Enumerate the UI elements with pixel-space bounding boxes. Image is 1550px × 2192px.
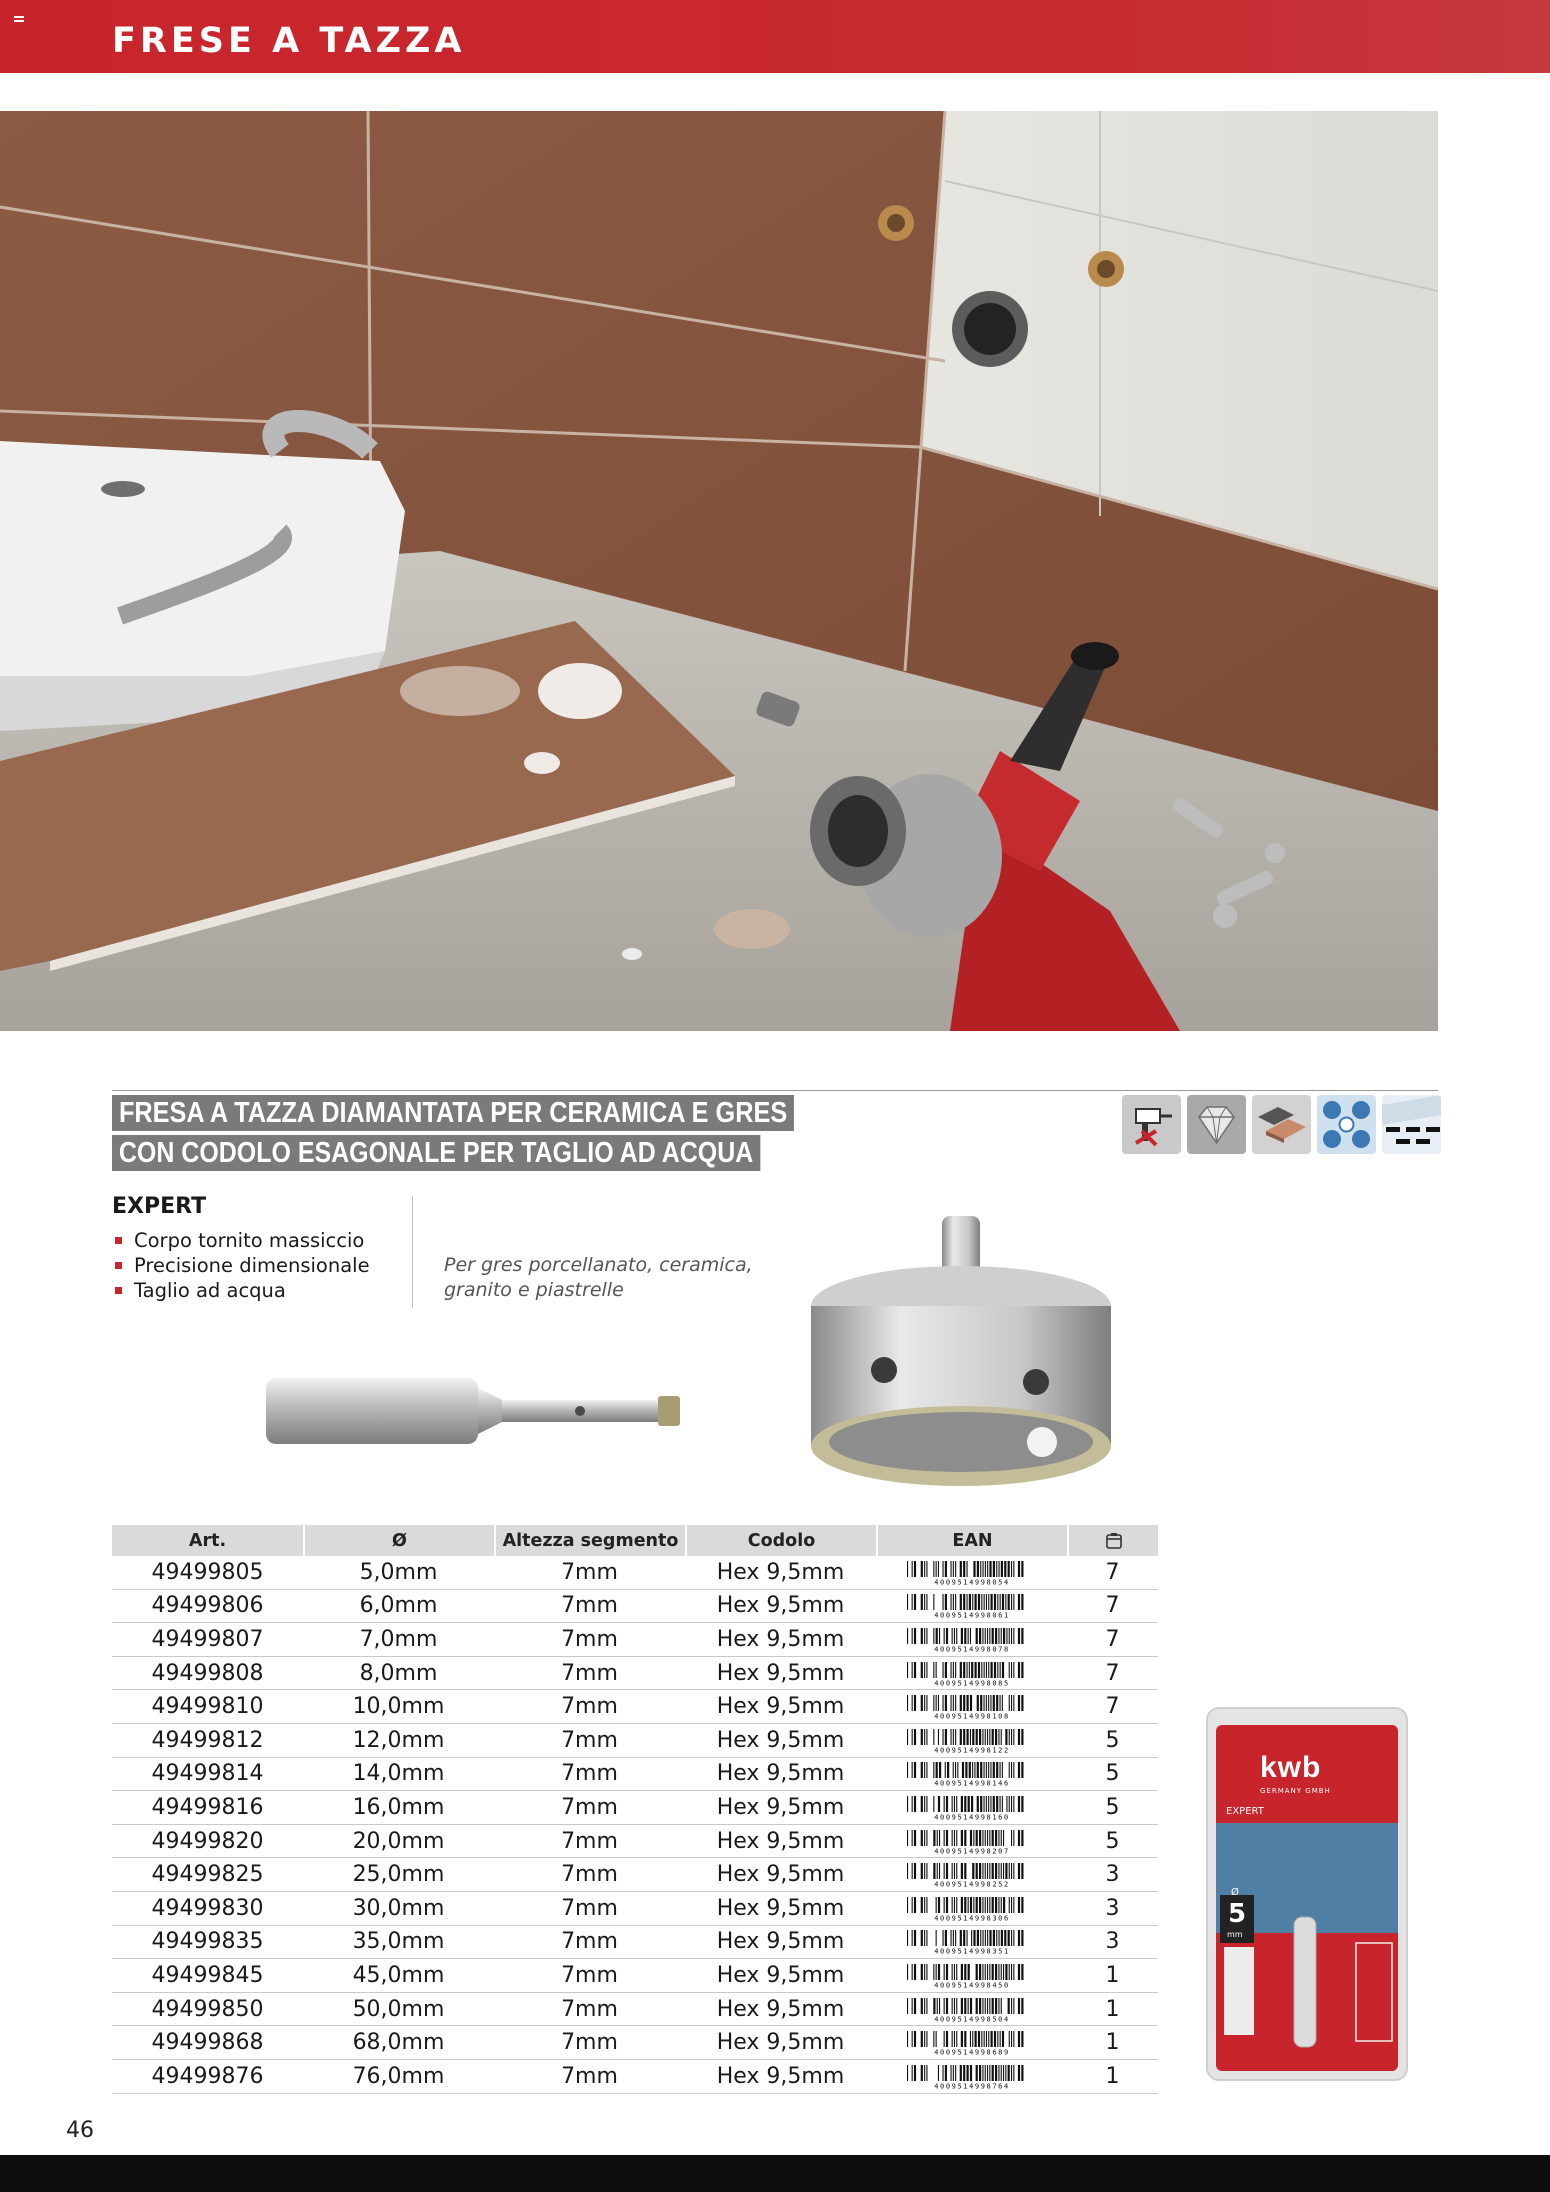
cell-art: 49499808: [112, 1657, 303, 1691]
cell-ean: [876, 1926, 1067, 1960]
cell-ean: [876, 1791, 1067, 1825]
ean-barcode: [906, 1695, 1038, 1719]
table-body: [112, 1556, 1158, 2094]
usage-line-1: Per gres porcellanato, ceramica,: [444, 1254, 753, 1276]
property-icons: [1122, 1095, 1441, 1154]
cell-art: 49499810: [112, 1690, 303, 1724]
diamond-icon: [1187, 1095, 1246, 1154]
cell-segment-height: 7mm: [494, 1892, 685, 1926]
cell-segment-height: 7mm: [494, 1657, 685, 1691]
cell-ean: [876, 1590, 1067, 1624]
cell-diameter: 76,0mm: [303, 2060, 494, 2094]
cell-diameter: 30,0mm: [303, 1892, 494, 1926]
cell-ean: [876, 1993, 1067, 2027]
column-header-diameter: Ø: [303, 1525, 494, 1556]
ean-digits: 4009514998108: [933, 1712, 1010, 1720]
cell-ean: [876, 1623, 1067, 1657]
column-divider: [412, 1196, 413, 1308]
package-icon: [1105, 1532, 1123, 1550]
column-header-ean: EAN: [876, 1525, 1067, 1556]
drill-with-water-icon: [1122, 1095, 1181, 1154]
ean-digits: 4009514998054: [933, 1578, 1010, 1585]
cell-pack-qty: 5: [1067, 1758, 1158, 1792]
ean-digits: 4009514998061: [933, 1611, 1010, 1619]
cell-pack-qty: 5: [1067, 1825, 1158, 1859]
ean-digits: 4009514998085: [933, 1679, 1010, 1686]
small-core-bit-image: [262, 1374, 682, 1450]
ean-digits: 4009514998764: [933, 2082, 1010, 2089]
package-size-value: 5: [1228, 1899, 1247, 1929]
tile-materials-icon: [1252, 1095, 1311, 1154]
cell-diameter: 16,0mm: [303, 1791, 494, 1825]
cell-shank: Hex 9,5mm: [685, 1959, 876, 1993]
cell-segment-height: 7mm: [494, 1590, 685, 1624]
cell-pack-qty: 1: [1067, 1959, 1158, 1993]
cell-art: 49499845: [112, 1959, 303, 1993]
cell-pack-qty: 1: [1067, 1993, 1158, 2027]
cell-art: 49499850: [112, 1993, 303, 2027]
table-row: [112, 1892, 1158, 1926]
table-row: [112, 1858, 1158, 1892]
ean-digits: 4009514998306: [933, 1914, 1010, 1921]
product-title-line-1: FRESA A TAZZA DIAMANTATA PER CERAMICA E GRES: [112, 1095, 794, 1131]
hero-photo: [0, 111, 1438, 1031]
large-core-bit-image: [800, 1210, 1124, 1493]
table-row: [112, 2060, 1158, 2094]
table-row: [112, 1825, 1158, 1859]
section-divider: [112, 1090, 1438, 1091]
ean-barcode: [906, 1998, 1038, 2022]
package-brand: kwb: [1260, 1751, 1322, 1784]
column-header-art: Art.: [112, 1525, 303, 1556]
cell-pack-qty: 7: [1067, 1556, 1158, 1590]
ean-digits: 4009514998207: [933, 1847, 1010, 1854]
cell-ean: [876, 1858, 1067, 1892]
cell-segment-height: 7mm: [494, 1724, 685, 1758]
ean-barcode: [906, 1897, 1038, 1921]
ean-barcode: [906, 1561, 1038, 1585]
column-header-pack-qty: [1067, 1525, 1158, 1556]
cell-art: 49499805: [112, 1556, 303, 1590]
cell-ean: [876, 1690, 1067, 1724]
ean-digits: 4009514998146: [933, 1779, 1010, 1787]
cell-shank: Hex 9,5mm: [685, 2026, 876, 2060]
table-row: [112, 1724, 1158, 1758]
cell-shank: Hex 9,5mm: [685, 1993, 876, 2027]
ean-digits: 4009514998504: [933, 2015, 1010, 2022]
cell-art: 49499876: [112, 2060, 303, 2094]
ean-digits: 4009514998078: [933, 1645, 1010, 1652]
cell-art: 49499816: [112, 1791, 303, 1825]
cell-shank: Hex 9,5mm: [685, 1926, 876, 1960]
cell-pack-qty: 3: [1067, 1926, 1158, 1960]
cell-ean: [876, 1657, 1067, 1691]
cell-art: 49499820: [112, 1825, 303, 1859]
cell-segment-height: 7mm: [494, 1825, 685, 1859]
cell-segment-height: 7mm: [494, 1926, 685, 1960]
ean-digits: 4009514998122: [933, 1746, 1010, 1753]
ean-barcode: [906, 1628, 1038, 1652]
cell-ean: [876, 1959, 1067, 1993]
cell-art: 49499807: [112, 1623, 303, 1657]
cell-segment-height: 7mm: [494, 1858, 685, 1892]
cell-pack-qty: 5: [1067, 1791, 1158, 1825]
cell-ean: [876, 1724, 1067, 1758]
column-header-shank: Codolo: [685, 1525, 876, 1556]
cell-segment-height: 7mm: [494, 1791, 685, 1825]
cell-diameter: 35,0mm: [303, 1926, 494, 1960]
cell-ean: [876, 2060, 1067, 2094]
cell-shank: Hex 9,5mm: [685, 1825, 876, 1859]
cell-segment-height: 7mm: [494, 2026, 685, 2060]
cell-segment-height: 7mm: [494, 1758, 685, 1792]
cell-diameter: 50,0mm: [303, 1993, 494, 2027]
spec-table: [112, 1525, 1158, 2094]
table-header-row: [112, 1525, 1158, 1556]
cell-segment-height: 7mm: [494, 1556, 685, 1590]
feature-list: [112, 1228, 370, 1303]
usage-line-2: granito e piastrelle: [444, 1279, 624, 1301]
page-number: 46: [66, 2118, 94, 2143]
cell-shank: Hex 9,5mm: [685, 1590, 876, 1624]
table-row: [112, 1690, 1158, 1724]
footer-bar: [0, 2155, 1550, 2192]
ean-digits: 4009514998450: [933, 1981, 1010, 1988]
cell-shank: Hex 9,5mm: [685, 1791, 876, 1825]
cell-diameter: 5,0mm: [303, 1556, 494, 1590]
cell-ean: [876, 1892, 1067, 1926]
cell-diameter: 8,0mm: [303, 1657, 494, 1691]
cell-segment-height: 7mm: [494, 1959, 685, 1993]
product-line-label: EXPERT: [112, 1194, 207, 1219]
table-row: [112, 1657, 1158, 1691]
cell-pack-qty: 1: [1067, 2060, 1158, 2094]
ean-barcode: [906, 2031, 1038, 2055]
ean-barcode: [906, 1662, 1038, 1686]
usage-note: [444, 1253, 774, 1303]
cell-art: 49499830: [112, 1892, 303, 1926]
cell-ean: [876, 1825, 1067, 1859]
cell-ean: [876, 2026, 1067, 2060]
feature-item: Taglio ad acqua: [112, 1278, 370, 1303]
cell-pack-qty: 3: [1067, 1892, 1158, 1926]
cell-diameter: 68,0mm: [303, 2026, 494, 2060]
cell-pack-qty: 7: [1067, 1657, 1158, 1691]
page-title: FRESE A TAZZA: [112, 21, 466, 61]
wall-tile-icon: [1382, 1095, 1441, 1154]
ean-digits: 4009514998351: [933, 1947, 1010, 1955]
cell-ean: [876, 1758, 1067, 1792]
cell-shank: Hex 9,5mm: [685, 1892, 876, 1926]
cell-pack-qty: 5: [1067, 1724, 1158, 1758]
table-row: [112, 1758, 1158, 1792]
ean-barcode: [906, 1964, 1038, 1988]
product-package: [1206, 1707, 1408, 2081]
table-row: [112, 1556, 1158, 1590]
ean-barcode: [906, 1762, 1038, 1786]
cell-pack-qty: 7: [1067, 1590, 1158, 1624]
package-size-symbol: Ø: [1231, 1887, 1239, 1898]
cell-segment-height: 7mm: [494, 1623, 685, 1657]
product-title-line-2: CON CODOLO ESAGONALE PER TAGLIO AD ACQUA: [112, 1135, 760, 1171]
cell-art: 49499812: [112, 1724, 303, 1758]
cell-art: 49499825: [112, 1858, 303, 1892]
cell-diameter: 14,0mm: [303, 1758, 494, 1792]
table-row: [112, 1590, 1158, 1624]
table-row: [112, 2026, 1158, 2060]
cell-pack-qty: 7: [1067, 1690, 1158, 1724]
cell-diameter: 7,0mm: [303, 1623, 494, 1657]
package-size-unit: mm: [1227, 1930, 1243, 1939]
cell-shank: Hex 9,5mm: [685, 1758, 876, 1792]
page-header: [0, 0, 1550, 73]
menu-icon[interactable]: [14, 16, 24, 26]
ean-barcode: [906, 2065, 1038, 2089]
ean-digits: 4009514998160: [933, 1813, 1010, 1820]
ean-barcode: [906, 1930, 1038, 1954]
ean-barcode: [906, 1729, 1038, 1753]
package-brand-sub: GERMANY GMBH: [1260, 1787, 1331, 1795]
cell-art: 49499868: [112, 2026, 303, 2060]
cell-shank: Hex 9,5mm: [685, 1858, 876, 1892]
column-header-segment-height: Altezza segmento: [494, 1525, 685, 1556]
cell-diameter: 6,0mm: [303, 1590, 494, 1624]
cell-art: 49499806: [112, 1590, 303, 1624]
cell-pack-qty: 3: [1067, 1858, 1158, 1892]
ean-barcode: [906, 1863, 1038, 1887]
cell-diameter: 12,0mm: [303, 1724, 494, 1758]
cell-segment-height: 7mm: [494, 1690, 685, 1724]
table-row: [112, 1926, 1158, 1960]
table-row: [112, 1791, 1158, 1825]
cell-diameter: 25,0mm: [303, 1858, 494, 1892]
cell-ean: [876, 1556, 1067, 1590]
cell-shank: Hex 9,5mm: [685, 1556, 876, 1590]
cell-diameter: 20,0mm: [303, 1825, 494, 1859]
cell-art: 49499835: [112, 1926, 303, 1960]
cell-pack-qty: 7: [1067, 1623, 1158, 1657]
cell-diameter: 10,0mm: [303, 1690, 494, 1724]
cell-segment-height: 7mm: [494, 1993, 685, 2027]
ean-digits: 4009514998252: [933, 1880, 1010, 1888]
ean-barcode: [906, 1796, 1038, 1820]
package-line-label: EXPERT: [1226, 1806, 1264, 1817]
cell-art: 49499814: [112, 1758, 303, 1792]
table-row: [112, 1623, 1158, 1657]
ean-digits: 4009514998689: [933, 2048, 1010, 2056]
cell-diameter: 45,0mm: [303, 1959, 494, 1993]
table-row: [112, 1959, 1158, 1993]
bathroom-tiling-photo: [0, 111, 1438, 1031]
cell-shank: Hex 9,5mm: [685, 2060, 876, 2094]
cell-shank: Hex 9,5mm: [685, 1657, 876, 1691]
cell-segment-height: 7mm: [494, 2060, 685, 2094]
cell-shank: Hex 9,5mm: [685, 1690, 876, 1724]
feature-item: Precisione dimensionale: [112, 1253, 370, 1278]
table-row: [112, 1993, 1158, 2027]
feature-item: Corpo tornito massiccio: [112, 1228, 370, 1253]
cell-shank: Hex 9,5mm: [685, 1724, 876, 1758]
ceramic-tile-icon: [1317, 1095, 1376, 1154]
cell-pack-qty: 1: [1067, 2026, 1158, 2060]
ean-barcode: [906, 1830, 1038, 1854]
ean-barcode: [906, 1594, 1038, 1618]
cell-shank: Hex 9,5mm: [685, 1623, 876, 1657]
